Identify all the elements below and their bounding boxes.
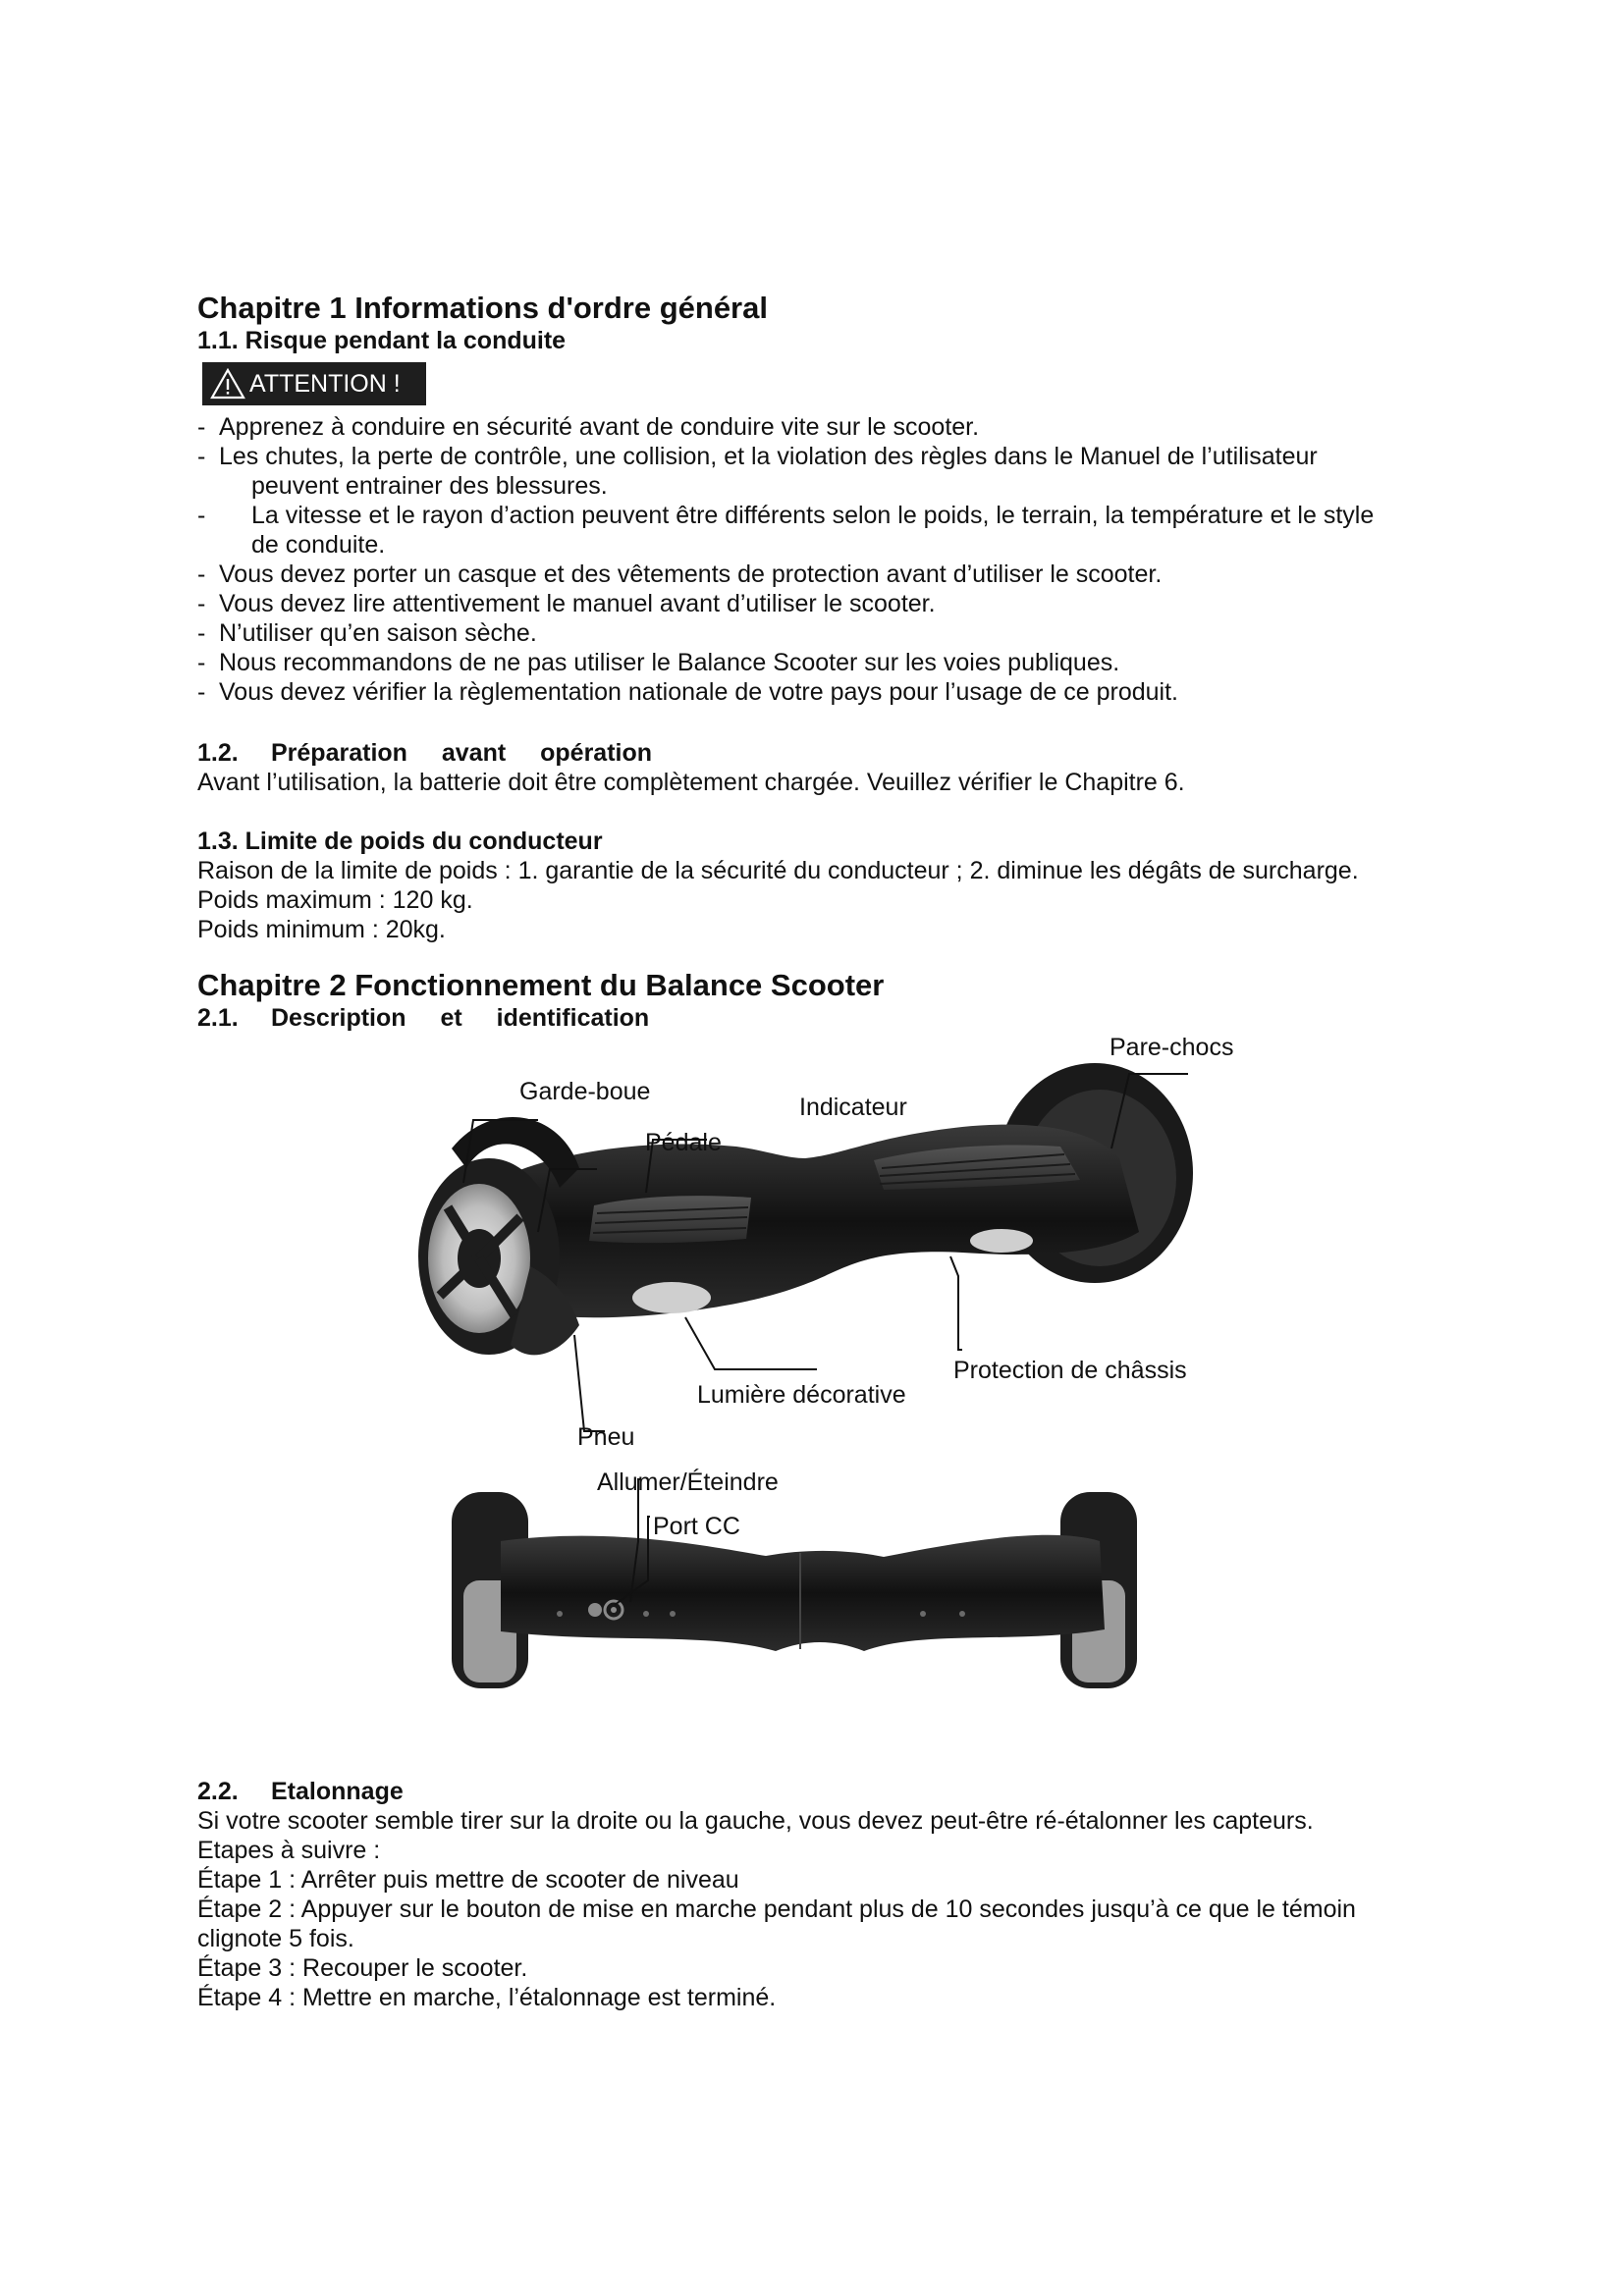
section-1-1-title: 1.1. Risque pendant la conduite (197, 327, 567, 354)
risk-bullet-6: N’utiliser qu’en saison sèche. (219, 619, 537, 647)
risk-bullet-3-cont: de conduite. (251, 531, 386, 559)
section-1-2-text: Avant l’utilisation, la batterie doit être complètement chargée. Veuillez vérifier le Chapitre 6. (197, 769, 1185, 796)
label-pneu: Pneu (577, 1423, 635, 1451)
risk-bullet-1: Apprenez à conduire en sécurité avant de conduire vite sur le scooter. (219, 413, 980, 441)
bullet-dash: - (197, 590, 206, 617)
weight-min: Poids minimum : 20kg. (197, 916, 446, 943)
bullet-dash: - (197, 502, 206, 529)
bullet-dash: - (197, 619, 206, 647)
risk-bullet-3: La vitesse et le rayon d’action peuvent être différents selon le poids, le terrain, la température et le style (251, 502, 1375, 529)
section-1-3-title: 1.3. Limite de poids du conducteur (197, 828, 603, 855)
risk-bullet-8: Vous devez vérifier la règlementation nationale de votre pays pour l’usage de ce produit. (219, 678, 1178, 706)
weight-limit-reason: Raison de la limite de poids : 1. garantie de la sécurité du conducteur ; 2. diminue les dégâts de surcharge. (197, 857, 1359, 884)
calibration-step-4: Étape 4 : Mettre en marche, l’étalonnage est terminé. (197, 1984, 777, 2011)
risk-bullet-4: Vous devez porter un casque et des vêtements de protection avant d’utiliser le scooter. (219, 561, 1163, 588)
label-pedale: Pédale (645, 1129, 722, 1156)
label-garde-boue: Garde-boue (519, 1078, 651, 1105)
calibration-step-3: Étape 3 : Recouper le scooter. (197, 1954, 528, 1982)
bullet-dash: - (197, 443, 206, 470)
calibration-step-1: Étape 1 : Arrêter puis mettre de scooter de niveau (197, 1866, 739, 1894)
bullet-dash: - (197, 649, 206, 676)
chapter-1-title: Chapitre 1 Informations d'ordre général (197, 291, 768, 325)
label-indicateur: Indicateur (799, 1094, 907, 1121)
section-1-2-title (197, 739, 652, 768)
risk-bullet-2-cont: peuvent entrainer des blessures. (251, 472, 608, 500)
risk-bullet-7: Nous recommandons de ne pas utiliser le Balance Scooter sur les voies publiques. (219, 649, 1120, 676)
section-2-1-heading: Description et identification (271, 1004, 650, 1032)
calibration-step-2: Étape 2 : Appuyer sur le bouton de mise en marche pendant plus de 10 secondes jusqu’à ce que le témoin (197, 1896, 1356, 1923)
label-lumiere-decorative: Lumière décorative (697, 1381, 906, 1409)
calibration-step-2-cont: clignote 5 fois. (197, 1925, 354, 1952)
label-protection-chassis: Protection de châssis (953, 1357, 1187, 1384)
scooter-bottom-view (452, 1492, 1137, 1688)
risk-bullet-5: Vous devez lire attentivement le manuel avant d’utiliser le scooter. (219, 590, 936, 617)
calibration-line-2: Etapes à suivre : (197, 1837, 381, 1864)
attention-banner (202, 362, 426, 405)
label-port-cc: Port CC (653, 1513, 740, 1540)
calibration-line-1: Si votre scooter semble tirer sur la droite ou la gauche, vous devez peut-être ré-étalonner les capteurs. (197, 1807, 1314, 1835)
bullet-dash: - (197, 678, 206, 706)
section-2-1-number: 2.1. (197, 1004, 239, 1032)
scooter-diagram (412, 1031, 1234, 1747)
chapter-2-title: Chapitre 2 Fonctionnement du Balance Scooter (197, 968, 885, 1002)
section-2-2-heading: Etalonnage (271, 1778, 404, 1805)
risk-bullet-2: Les chutes, la perte de contrôle, une collision, et la violation des règles dans le Manuel de l’utilisateur (219, 443, 1318, 470)
bullet-dash: - (197, 561, 206, 588)
section-2-1-title (197, 1004, 649, 1033)
section-2-2-number: 2.2. (197, 1778, 239, 1805)
section-1-2-number: 1.2. (197, 739, 239, 767)
label-pare-chocs: Pare-chocs (1110, 1034, 1234, 1061)
warning-triangle-icon (210, 368, 245, 400)
section-1-2-heading: Préparation avant opération (271, 739, 653, 767)
attention-label: ATTENTION ! (249, 369, 401, 398)
section-2-2-title (197, 1778, 404, 1806)
label-allumer-eteindre: Allumer/Éteindre (597, 1468, 779, 1496)
bullet-dash: - (197, 413, 206, 441)
weight-max: Poids maximum : 120 kg. (197, 886, 473, 914)
